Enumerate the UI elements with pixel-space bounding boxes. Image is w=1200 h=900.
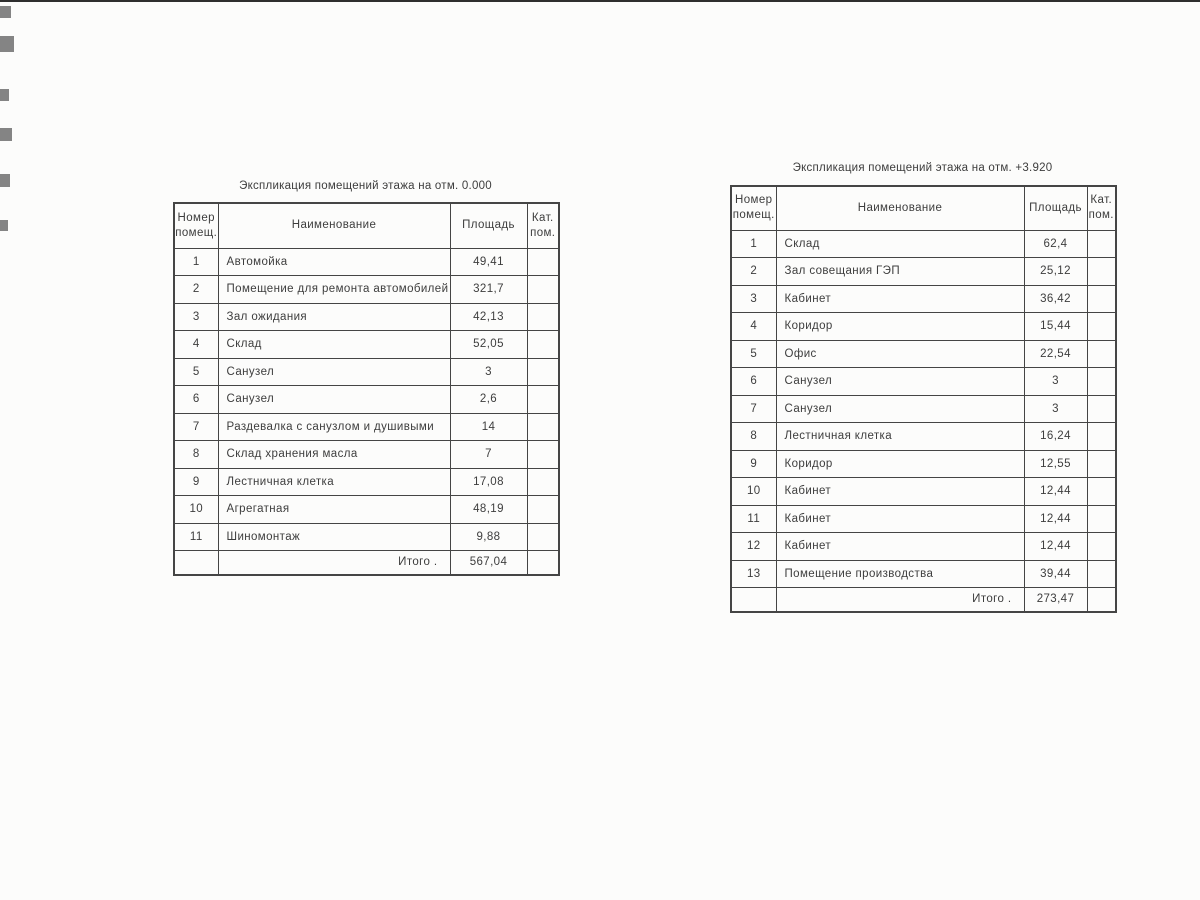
- header-room-category-line1: Кат.: [1090, 194, 1113, 207]
- header-room-category-line1: Кат.: [531, 211, 554, 224]
- room-number-cell: 6: [174, 386, 218, 414]
- room-category-cell: [527, 303, 559, 331]
- table-footer: [174, 551, 559, 575]
- scan-artifact: [0, 89, 9, 101]
- explication-table-level-3920: [730, 185, 1117, 613]
- table-body: [731, 230, 1116, 588]
- explication-title-level-3920: Экспликация помещений этажа на отм. +3.920: [792, 162, 1053, 174]
- room-area-cell: 49,41: [450, 248, 527, 276]
- scan-artifact: [0, 128, 12, 141]
- room-area-cell: 12,55: [1024, 450, 1087, 478]
- scan-artifact: [0, 36, 14, 52]
- total-row: [731, 588, 1116, 612]
- header-room-number-line1: Номер: [177, 211, 215, 224]
- room-category-cell: [1087, 423, 1116, 451]
- room-name-cell: Автомойка: [218, 248, 450, 276]
- total-empty-cell: [527, 551, 559, 575]
- room-row: [731, 395, 1116, 423]
- room-category-cell: [1087, 478, 1116, 506]
- table-body: [174, 248, 559, 551]
- room-row: [731, 285, 1116, 313]
- room-number-cell: 3: [731, 285, 776, 313]
- table-footer: [731, 588, 1116, 612]
- room-area-cell: 42,13: [450, 303, 527, 331]
- room-name-cell: Кабинет: [776, 533, 1024, 561]
- room-row: [174, 386, 559, 414]
- room-category-cell: [527, 248, 559, 276]
- room-category-cell: [1087, 450, 1116, 478]
- header-room-area: Площадь: [450, 203, 527, 248]
- room-category-cell: [1087, 505, 1116, 533]
- header-row: [174, 203, 559, 248]
- room-number-cell: 7: [174, 413, 218, 441]
- room-name-cell: Санузел: [776, 395, 1024, 423]
- room-name-cell: Кабинет: [776, 505, 1024, 533]
- room-area-cell: 15,44: [1024, 313, 1087, 341]
- room-area-cell: 3: [1024, 395, 1087, 423]
- room-category-cell: [1087, 560, 1116, 588]
- room-area-cell: 16,24: [1024, 423, 1087, 451]
- room-category-cell: [527, 441, 559, 469]
- room-area-cell: 48,19: [450, 496, 527, 524]
- room-number-cell: 8: [174, 441, 218, 469]
- table-header: [174, 203, 559, 248]
- room-row: [174, 441, 559, 469]
- room-category-cell: [527, 331, 559, 359]
- header-room-number-line2: помещ.: [175, 226, 218, 239]
- room-name-cell: Санузел: [218, 358, 450, 386]
- header-room-category: [1087, 186, 1116, 230]
- room-number-cell: 12: [731, 533, 776, 561]
- room-area-cell: 3: [450, 358, 527, 386]
- room-row: [731, 505, 1116, 533]
- room-row: [731, 533, 1116, 561]
- room-category-cell: [1087, 395, 1116, 423]
- room-name-cell: Помещение для ремонта автомобилей: [218, 276, 450, 304]
- room-number-cell: 8: [731, 423, 776, 451]
- room-name-cell: Офис: [776, 340, 1024, 368]
- room-area-cell: 14: [450, 413, 527, 441]
- room-name-cell: Зал ожидания: [218, 303, 450, 331]
- room-row: [731, 258, 1116, 286]
- room-name-cell: Санузел: [218, 386, 450, 414]
- header-room-number: [174, 203, 218, 248]
- room-area-cell: 52,05: [450, 331, 527, 359]
- room-name-cell: Лестничная клетка: [776, 423, 1024, 451]
- room-name-cell: Шиномонтаж: [218, 523, 450, 551]
- room-row: [731, 423, 1116, 451]
- room-number-cell: 6: [731, 368, 776, 396]
- explication-title-level-0: Экспликация помещений этажа на отм. 0.000: [239, 180, 492, 192]
- room-row: [731, 450, 1116, 478]
- room-number-cell: 1: [731, 230, 776, 258]
- scan-artifact: [0, 6, 11, 18]
- room-number-cell: 2: [731, 258, 776, 286]
- room-row: [731, 313, 1116, 341]
- room-row: [731, 230, 1116, 258]
- room-number-cell: 7: [731, 395, 776, 423]
- room-row: [731, 478, 1116, 506]
- total-label: Итого .: [218, 551, 450, 575]
- total-empty-cell: [731, 588, 776, 612]
- room-area-cell: 321,7: [450, 276, 527, 304]
- total-row: [174, 551, 559, 575]
- header-room-number-line2: помещ.: [732, 209, 775, 222]
- room-category-cell: [1087, 340, 1116, 368]
- room-row: [174, 331, 559, 359]
- room-name-cell: Склад: [218, 331, 450, 359]
- room-area-cell: 7: [450, 441, 527, 469]
- room-area-cell: 12,44: [1024, 533, 1087, 561]
- total-value: 273,47: [1024, 588, 1087, 612]
- room-row: [174, 496, 559, 524]
- room-name-cell: Кабинет: [776, 478, 1024, 506]
- room-row: [731, 560, 1116, 588]
- scan-artifact: [0, 174, 10, 187]
- room-number-cell: 9: [731, 450, 776, 478]
- room-area-cell: 9,88: [450, 523, 527, 551]
- room-area-cell: 3: [1024, 368, 1087, 396]
- room-area-cell: 12,44: [1024, 505, 1087, 533]
- room-category-cell: [1087, 258, 1116, 286]
- total-empty-cell: [1087, 588, 1116, 612]
- header-room-name: Наименование: [776, 186, 1024, 230]
- room-category-cell: [527, 496, 559, 524]
- room-category-cell: [527, 523, 559, 551]
- room-category-cell: [1087, 313, 1116, 341]
- room-name-cell: Коридор: [776, 313, 1024, 341]
- room-category-cell: [527, 413, 559, 441]
- room-number-cell: 1: [174, 248, 218, 276]
- room-name-cell: Склад: [776, 230, 1024, 258]
- room-row: [174, 413, 559, 441]
- room-number-cell: 4: [174, 331, 218, 359]
- room-category-cell: [527, 276, 559, 304]
- room-category-cell: [527, 386, 559, 414]
- room-number-cell: 4: [731, 313, 776, 341]
- room-category-cell: [527, 468, 559, 496]
- room-row: [174, 248, 559, 276]
- room-number-cell: 13: [731, 560, 776, 588]
- room-number-cell: 5: [731, 340, 776, 368]
- room-name-cell: Склад хранения масла: [218, 441, 450, 469]
- header-room-category-line2: пом.: [530, 226, 556, 239]
- room-number-cell: 10: [174, 496, 218, 524]
- header-room-number-line1: Номер: [735, 194, 773, 207]
- room-number-cell: 11: [731, 505, 776, 533]
- room-name-cell: Санузел: [776, 368, 1024, 396]
- room-row: [174, 523, 559, 551]
- room-category-cell: [1087, 368, 1116, 396]
- room-number-cell: 9: [174, 468, 218, 496]
- header-room-category: [527, 203, 559, 248]
- room-name-cell: Кабинет: [776, 285, 1024, 313]
- header-room-area: Площадь: [1024, 186, 1087, 230]
- table-header: [731, 186, 1116, 230]
- room-area-cell: 22,54: [1024, 340, 1087, 368]
- scan-artifact: [0, 220, 8, 231]
- room-category-cell: [527, 358, 559, 386]
- room-area-cell: 25,12: [1024, 258, 1087, 286]
- room-number-cell: 2: [174, 276, 218, 304]
- room-row: [174, 303, 559, 331]
- room-row: [174, 468, 559, 496]
- room-name-cell: Помещение производства: [776, 560, 1024, 588]
- room-number-cell: 5: [174, 358, 218, 386]
- room-name-cell: Раздевалка с санузлом и душивыми: [218, 413, 450, 441]
- room-number-cell: 3: [174, 303, 218, 331]
- room-row: [731, 340, 1116, 368]
- header-row: [731, 186, 1116, 230]
- total-empty-cell: [174, 551, 218, 575]
- room-category-cell: [1087, 230, 1116, 258]
- header-room-number: [731, 186, 776, 230]
- room-name-cell: Зал совещания ГЭП: [776, 258, 1024, 286]
- explication-table-level-0: [173, 202, 560, 576]
- total-label: Итого .: [776, 588, 1024, 612]
- room-area-cell: 12,44: [1024, 478, 1087, 506]
- room-row: [174, 358, 559, 386]
- explication-table: [173, 202, 560, 576]
- room-row: [174, 276, 559, 304]
- room-row: [731, 368, 1116, 396]
- room-name-cell: Агрегатная: [218, 496, 450, 524]
- header-room-name: Наименование: [218, 203, 450, 248]
- room-area-cell: 36,42: [1024, 285, 1087, 313]
- room-number-cell: 11: [174, 523, 218, 551]
- total-value: 567,04: [450, 551, 527, 575]
- room-name-cell: Лестничная клетка: [218, 468, 450, 496]
- room-name-cell: Коридор: [776, 450, 1024, 478]
- scan-edge-line: [0, 0, 1200, 2]
- room-area-cell: 17,08: [450, 468, 527, 496]
- explication-table: [730, 185, 1117, 613]
- room-area-cell: 39,44: [1024, 560, 1087, 588]
- room-category-cell: [1087, 285, 1116, 313]
- room-area-cell: 62,4: [1024, 230, 1087, 258]
- room-number-cell: 10: [731, 478, 776, 506]
- room-category-cell: [1087, 533, 1116, 561]
- room-area-cell: 2,6: [450, 386, 527, 414]
- header-room-category-line2: пом.: [1088, 209, 1114, 222]
